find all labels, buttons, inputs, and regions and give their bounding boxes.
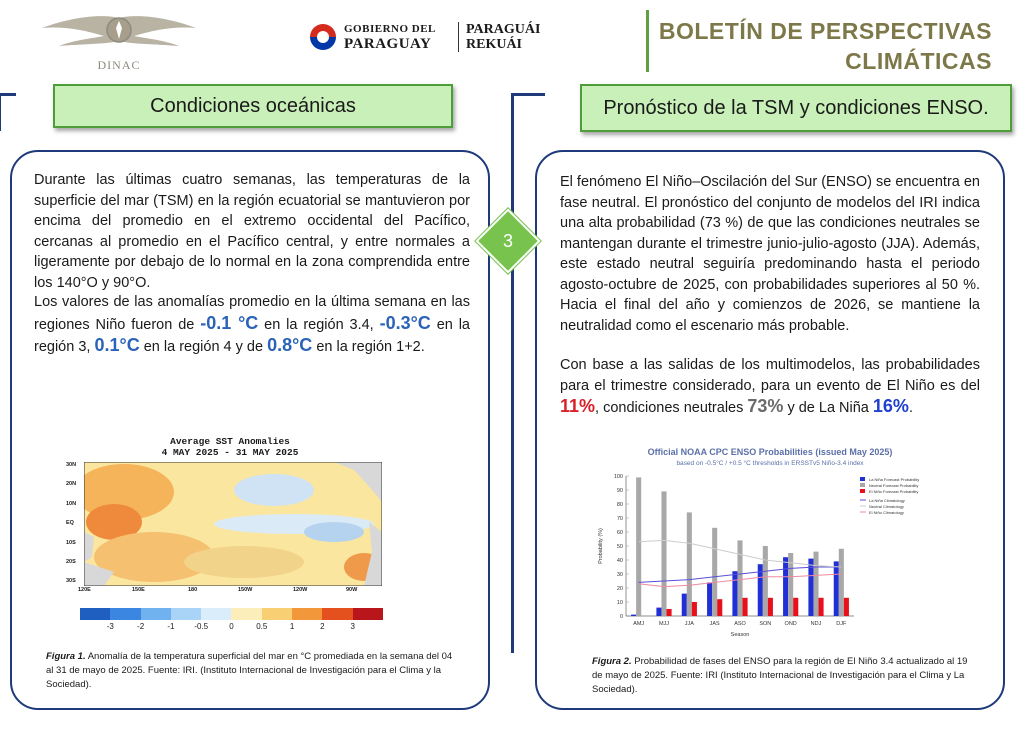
colorbar-label: -0.5 — [194, 622, 209, 631]
colorbar-label: -3 — [106, 622, 114, 631]
enso-chart-title: Official NOAA CPC ENSO Probabilities (issued May 2025) — [647, 447, 893, 457]
x-tick-label: JAS — [709, 621, 720, 627]
nino-bar — [793, 598, 798, 616]
neutral-bar — [763, 546, 768, 616]
x-tick-label: SON — [759, 621, 772, 627]
ocean-p2-text-d: en la región 4 y de — [139, 339, 268, 355]
neutral-bar — [813, 552, 818, 616]
gov-right2: REKUÁI — [466, 37, 523, 52]
x-tick-label: AMJ — [633, 621, 645, 627]
x-tick-label: DJF — [836, 621, 847, 627]
nino3-value: -0.3°C — [379, 312, 431, 333]
neutral-bar — [839, 549, 844, 616]
x-tick-label: ASO — [734, 621, 746, 627]
figure-2-text: Probabilidad de fases del ENSO para la región de El Niño 3.4 actualizado al 19 de mayo de 2025. Fuente: IRI (Instituto Internacional de Investigación para el Clima y La Sociedad). — [592, 656, 968, 695]
legend-swatch — [860, 489, 865, 493]
gov-right1: PARAGUÁI — [466, 22, 541, 37]
x-tick-label: JJA — [684, 621, 694, 627]
ocean-p2-text-c: en la región 3, — [34, 316, 470, 355]
sst-colorbar — [80, 608, 383, 620]
legend-label: El Niño Forecast Probability — [869, 489, 919, 494]
bulletin-title-line1: BOLETÍN DE PERSPECTIVAS — [658, 18, 992, 44]
enso-p2-text-a: Con base a las salidas de los multimodelos, las probabilidades para el trimestre considerado, para un evento de El Niño es del — [560, 357, 980, 394]
lon-label: 120E — [78, 587, 91, 593]
lon-label: 150W — [238, 587, 253, 593]
ocean-p2-text-a: Los valores de las anomalías promedio en la última semana en las regiones Niño fueron de — [34, 294, 470, 333]
colorbar-label: 3 — [350, 622, 355, 631]
y-tick-label: 10 — [616, 600, 623, 606]
lat-label: 30N — [66, 462, 77, 468]
nino-bar — [844, 598, 849, 616]
x-axis-label: Season — [730, 632, 750, 638]
y-tick-label: 70 — [616, 516, 623, 522]
lat-label: 30S — [66, 578, 76, 584]
y-tick-label: 40 — [616, 558, 623, 564]
lon-label: 120W — [293, 587, 308, 593]
x-tick-label: NDJ — [810, 621, 822, 627]
y-tick-label: 50 — [616, 544, 623, 550]
enso-p2-text-d: . — [908, 400, 913, 416]
sst-lat-labels — [66, 462, 84, 586]
ocean-paragraph-1: Durante las últimas cuatro semanas, las temperaturas de la superficie del mar (TSM) en la región ecuatorial se mantuvieron por encima del promedio en el extremo occidental del Pacífico, cercanas al promedio en el Pacífico central, y entre normales a ligeramente por debajo de lo normal en la zona comprendida entre los 140°O y 90°O. — [34, 172, 470, 291]
enso-p2-text-c: y de La Niña — [783, 400, 873, 416]
sst-anomaly-map — [84, 462, 382, 586]
y-tick-label: 20 — [616, 586, 623, 592]
section-banner-enso: Pronóstico de la TSM y condiciones ENSO. — [580, 84, 1012, 132]
figure-1-text: Anomalía de la temperatura superficial del mar en °C promediada en la semana del 04 al 31 de mayo de 2025. Fuente: IRI. (Instituto Internacional de Investigación para el Clima y la Sociedad). — [46, 651, 453, 690]
ocean-paragraph-2 — [34, 292, 470, 358]
y-tick-label: 80 — [616, 502, 623, 508]
legend-label: Neutral Forecast Probability — [869, 483, 919, 488]
nina-bar — [783, 557, 788, 616]
colorbar-label: 0.5 — [256, 622, 268, 631]
sst-map-title-line2: 4 MAY 2025 - 31 MAY 2025 — [161, 447, 299, 458]
figure-1-label: Figura 1. — [46, 651, 86, 662]
nina-bar — [707, 582, 712, 616]
neutral-bar — [687, 512, 692, 616]
nina-bar — [656, 608, 661, 616]
nina-bar — [631, 615, 636, 616]
colorbar-label: 2 — [320, 622, 325, 631]
nino4-value: 0.1°C — [94, 335, 140, 355]
lat-label: 10S — [66, 540, 76, 546]
y-tick-label: 100 — [613, 474, 623, 480]
enso-paragraph-1: El fenómeno El Niño–Oscilación del Sur (ENSO) se encuentra en fase neutral. El pronóstico del conjunto de modelos del IRI indica una alta probabilidad (73 %) de que las condiciones neutrales se mantengan durante el trimestre junio-julio-agosto (JJA). Además, este estado neutral seguiría predominando hasta el periodo agosto-octubre de 2025, con probabilidades superiores al 50 %. Hacia el final del año y comienzos de 2026, se mantiene la neutralidad como el escenario más probable. — [560, 174, 980, 334]
bulletin-title-line2: CLIMÁTICAS — [845, 48, 992, 74]
figure-1-caption — [46, 650, 456, 692]
y-tick-label: 30 — [616, 572, 623, 578]
colorbar-label: 0 — [229, 622, 234, 631]
government-logo — [308, 20, 548, 54]
nino-bar — [768, 598, 773, 616]
legend-label: El Niño Climatology — [869, 510, 904, 515]
nino-probability: 11% — [560, 396, 596, 416]
colorbar-label: 1 — [289, 622, 295, 631]
enso-p2-text-b: , condiciones neutrales — [595, 400, 748, 416]
legend-label: La Niña Climatology — [869, 498, 905, 503]
left-bracket — [0, 93, 16, 131]
legend-swatch — [860, 483, 865, 487]
lat-label: 10N — [66, 501, 77, 507]
nina-probability: 16% — [872, 396, 909, 416]
legend-label: Neutral Climatology — [869, 504, 904, 509]
gov-line2: PARAGUAY — [344, 36, 432, 52]
gov-separator — [458, 22, 459, 52]
neutral-bar — [712, 528, 717, 616]
y-axis-label: Probability (%) — [598, 528, 604, 564]
neutral-bar — [661, 491, 666, 616]
bulletin-title — [659, 16, 992, 76]
sst-map-title — [60, 436, 400, 458]
lat-label: 20N — [66, 481, 77, 487]
lon-label: 90W — [346, 587, 358, 593]
enso-probability-chart — [592, 468, 970, 640]
legend-label: La Niña Forecast Probability — [869, 477, 920, 482]
lon-label: 150E — [132, 587, 145, 593]
dinac-label: DINAC — [97, 58, 141, 72]
y-tick-label: 90 — [616, 488, 623, 494]
y-tick-label: 60 — [616, 530, 623, 536]
y-tick-label: 0 — [619, 614, 623, 620]
colorbar-label: -2 — [137, 622, 145, 631]
nino-bar — [819, 598, 824, 616]
gov-line1: GOBIERNO DEL — [344, 23, 436, 35]
neutral-bar — [636, 477, 641, 616]
section-banner-ocean: Condiciones oceánicas — [53, 84, 453, 128]
page-number: 3 — [502, 230, 513, 251]
paraguay-flag-icon — [308, 22, 338, 52]
lon-label: 180 — [188, 587, 198, 593]
nina-bar — [682, 594, 687, 616]
x-tick-label: MJJ — [658, 621, 670, 627]
nino-bar — [667, 609, 672, 616]
lat-label: 20S — [66, 559, 76, 565]
legend-swatch — [860, 477, 865, 481]
sst-colorbar-labels — [80, 622, 383, 634]
nina-bar — [834, 561, 839, 616]
nino-bar — [717, 599, 722, 616]
ocean-p2-text-b: en la región 3.4, — [258, 316, 380, 333]
nino-bar — [743, 598, 748, 616]
figure-2-label: Figura 2. — [592, 656, 632, 667]
colorbar-label: -1 — [167, 622, 175, 631]
enso-chart-subtitle: based on -0.5°C / +0.5 °C thresholds in ERSSTv5 Niño-3.4 index — [676, 460, 864, 467]
nina-bar — [732, 571, 737, 616]
ocean-p2-text-e: en la región 1+2. — [312, 339, 425, 355]
enso-paragraph-2 — [560, 355, 980, 419]
lat-label: EQ — [66, 520, 74, 526]
wings-emblem-icon — [34, 8, 204, 58]
figure-2-caption — [592, 655, 977, 697]
sst-map-title-line1: Average SST Anomalies — [170, 436, 290, 447]
nino12-value: 0.8°C — [267, 335, 313, 355]
x-tick-label: OND — [784, 621, 797, 627]
nino-bar — [692, 602, 697, 616]
header-divider — [646, 10, 649, 72]
neutral-bar — [737, 540, 742, 616]
sst-lon-labels — [78, 587, 388, 597]
nino34-value: -0.1 °C — [200, 312, 259, 333]
neutral-probability: 73% — [747, 396, 784, 416]
dinac-logo — [34, 8, 204, 78]
